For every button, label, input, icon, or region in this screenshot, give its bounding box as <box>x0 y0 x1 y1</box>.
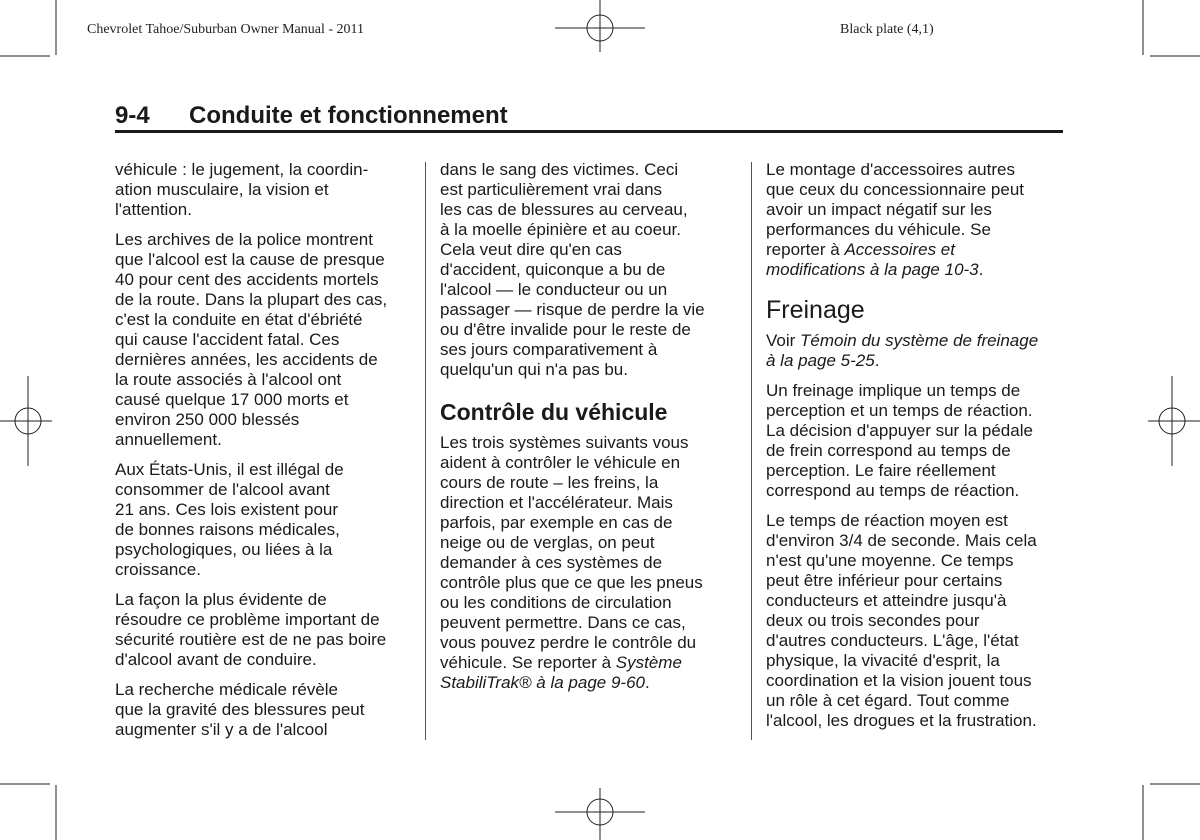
text-fragment: . <box>645 673 650 692</box>
text-fragment: véhicule. Se reporter à <box>440 653 616 672</box>
text-line: correspond au temps de réaction. <box>766 481 1020 500</box>
text-line: l'alcool, les drogues et la frustration. <box>766 711 1037 730</box>
text-line: conducteurs et atteindre jusqu'à <box>766 591 1007 610</box>
text-line: La façon la plus évidente de <box>115 590 327 609</box>
text-line: est particulièrement vrai dans <box>440 180 663 199</box>
text-line: un rôle à cet égard. Tout comme <box>766 691 1010 710</box>
text-line: Un freinage implique un temps de <box>766 381 1021 400</box>
page-number: 9-4 <box>115 102 150 129</box>
text-line: que ceux du concessionnaire peut <box>766 180 1025 199</box>
text-line <box>766 331 1066 351</box>
text-line: augmenter s'il y a de l'alcool <box>115 720 328 739</box>
text-line: résoudre ce problème important de <box>115 610 380 629</box>
paragraph <box>115 160 415 220</box>
text-line: les cas de blessures au cerveau, <box>440 200 688 219</box>
text-line <box>440 673 740 693</box>
text-line: dans le sang des victimes. Ceci <box>440 160 679 179</box>
text-line: croissance. <box>115 560 201 579</box>
print-header-plate: Black plate (4,1) <box>840 22 934 37</box>
section-header <box>115 100 1063 133</box>
text-fragment: . <box>874 351 880 370</box>
text-line: d'alcool avant de conduire. <box>115 650 317 669</box>
text-line: consommer de l'alcool avant <box>115 480 330 499</box>
text-line: l'attention. <box>115 200 192 219</box>
text-line: annuellement. <box>115 430 222 449</box>
text-line: d'autres conducteurs. L'âge, l'état <box>766 631 1019 650</box>
paragraph <box>766 160 1066 280</box>
text-fragment: . <box>978 260 984 279</box>
text-line: Les trois systèmes suivants vous <box>440 433 689 452</box>
text-line: contrôle plus que ce que les pneus <box>440 573 703 592</box>
text-line: peut être inférieur pour certains <box>766 571 1003 590</box>
text-line: à la moelle épinière et au coeur. <box>440 220 681 239</box>
text-line: Le temps de réaction moyen est <box>766 511 1008 530</box>
paragraph <box>440 160 740 380</box>
text-line: de frein correspond au temps de <box>766 441 1011 460</box>
text-line: deux ou trois secondes pour <box>766 611 980 630</box>
text-line: parfois, par exemple en cas de <box>440 513 673 532</box>
column-divider-2 <box>751 162 752 740</box>
text-line: sécurité routière est de ne pas boire <box>115 630 387 649</box>
cross-reference-text: StabiliTrak® à la page 9-60 <box>440 673 645 692</box>
text-line: quelqu'un qui n'a pas bu. <box>440 360 628 379</box>
text-line: passager — risque de perdre la vie <box>440 300 705 319</box>
text-line: véhicule : le jugement, la coordin- <box>115 160 369 179</box>
text-line: Aux États-Unis, il est illégal de <box>115 460 344 479</box>
cross-reference-text: Témoin du système de freinage <box>800 331 1039 350</box>
column-3 <box>766 160 1066 741</box>
text-line <box>766 240 1066 260</box>
text-line: vous pouvez perdre le contrôle du <box>440 633 697 652</box>
text-line: demander à ces systèmes de <box>440 553 663 572</box>
text-line: Cela veut dire qu'en cas <box>440 240 622 259</box>
text-line: coordination et la vision jouent tous <box>766 671 1032 690</box>
column-1 <box>115 160 415 750</box>
paragraph <box>766 331 1066 371</box>
paragraph <box>115 460 415 580</box>
text-line: qui cause l'accident fatal. Ces <box>115 330 340 349</box>
text-line: La décision d'appuyer sur la pédale <box>766 421 1033 440</box>
text-line: que la gravité des blessures peut <box>115 700 365 719</box>
print-header-manual-title: Chevrolet Tahoe/Suburban Owner Manual - 2011 <box>87 22 365 37</box>
text-line: 21 ans. Ces lois existent pour <box>115 500 339 519</box>
text-line: peuvent permettre. Dans ce cas, <box>440 613 686 632</box>
paragraph <box>440 433 740 693</box>
text-line: l'alcool — le conducteur ou un <box>440 280 668 299</box>
column-divider-1 <box>425 162 426 740</box>
text-line: La recherche médicale révèle <box>115 680 339 699</box>
cross-reference-text: à la page 5-25 <box>766 351 875 370</box>
subsection-heading-vehicle-control: Contrôle du véhicule <box>440 399 668 425</box>
text-line: de bonnes raisons médicales, <box>115 520 340 539</box>
text-line: avoir un impact négatif sur les <box>766 200 992 219</box>
paragraph <box>766 381 1066 501</box>
text-line: physique, la vivacité d'esprit, la <box>766 651 1000 670</box>
text-line: Les archives de la police montrent <box>115 230 373 249</box>
text-line: psychologiques, ou liées à la <box>115 540 333 559</box>
text-line: que l'alcool est la cause de presque <box>115 250 385 269</box>
text-line: aident à contrôler le véhicule en <box>440 453 681 472</box>
cross-reference-text: modifications à la page 10-3 <box>766 260 979 279</box>
text-line: ou d'être invalide pour le reste de <box>440 320 691 339</box>
paragraph <box>766 511 1066 731</box>
text-line: d'environ 3/4 de seconde. Mais cela <box>766 531 1037 550</box>
subsection-heading-braking: Freinage <box>766 296 865 324</box>
text-line: environ 250 000 blessés <box>115 410 300 429</box>
text-line: perception. Le faire réellement <box>766 461 996 480</box>
cross-reference-text: Système <box>615 653 682 672</box>
text-fragment: Voir <box>766 331 801 350</box>
text-line: Le montage d'accessoires autres <box>766 160 1015 179</box>
text-line: causé quelque 17 000 morts et <box>115 390 349 409</box>
cross-reference-text: Accessoires et <box>844 240 955 259</box>
text-line <box>766 351 1066 371</box>
column-2 <box>440 160 740 703</box>
text-line: ation musculaire, la vision et <box>115 180 329 199</box>
text-line <box>766 260 1066 280</box>
text-line: neige ou de verglas, on peut <box>440 533 655 552</box>
text-fragment: reporter à <box>766 240 845 259</box>
text-line: ses jours comparativement à <box>440 340 658 359</box>
text-line: direction et l'accélérateur. Mais <box>440 493 673 512</box>
text-line: cours de route – les freins, la <box>440 473 659 492</box>
paragraph <box>115 680 415 740</box>
text-line: ou les conditions de circulation <box>440 593 672 612</box>
text-line: dernières années, les accidents de <box>115 350 378 369</box>
text-line: la route associés à l'alcool ont <box>115 370 342 389</box>
paragraph <box>115 230 415 450</box>
text-line: performances du véhicule. Se <box>766 220 991 239</box>
text-line <box>440 653 740 673</box>
text-line: 40 pour cent des accidents mortels <box>115 270 379 289</box>
text-line: d'accident, quiconque a bu de <box>440 260 666 279</box>
text-line: c'est la conduite en état d'ébriété <box>115 310 363 329</box>
section-title: Conduite et fonctionnement <box>189 102 508 129</box>
text-line: de la route. Dans la plupart des cas, <box>115 290 388 309</box>
paragraph <box>115 590 415 670</box>
text-line: n'est qu'une moyenne. Ce temps <box>766 551 1014 570</box>
text-line: perception et un temps de réaction. <box>766 401 1033 420</box>
